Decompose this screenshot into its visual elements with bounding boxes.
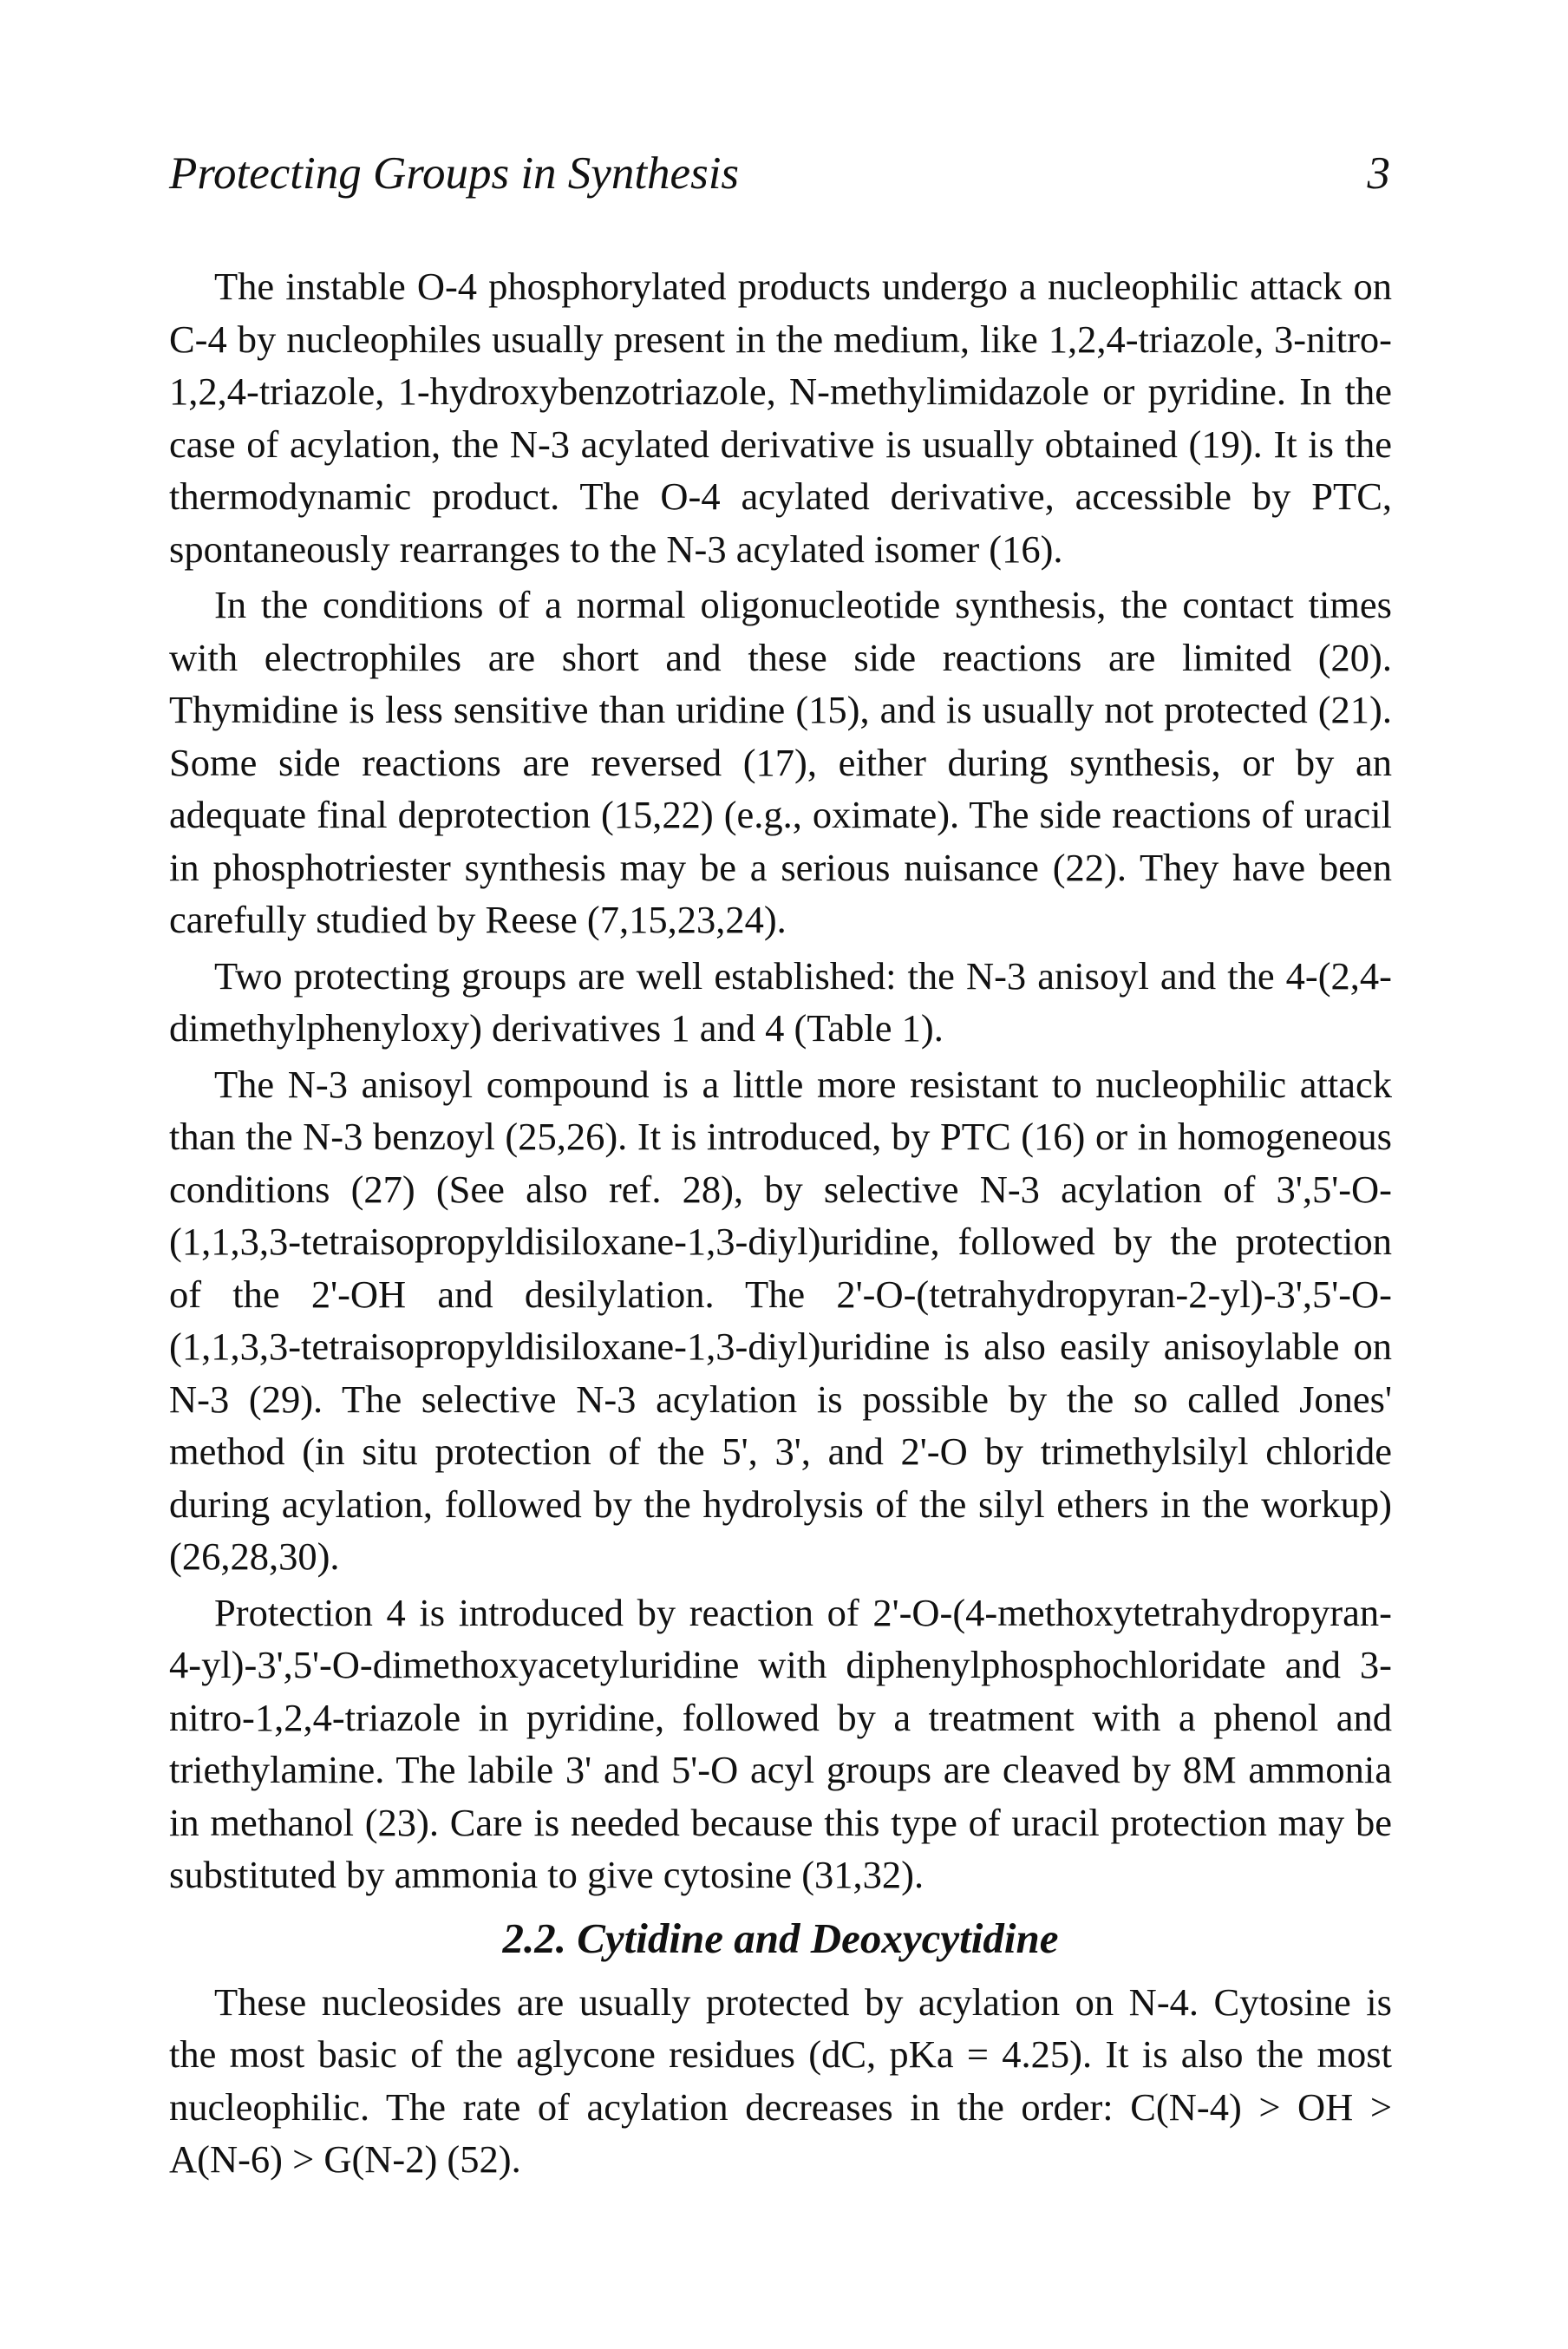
running-header bbox=[169, 147, 1390, 200]
paragraph-protection-4: Protection 4 is introduced by reaction of 2'-O-(4-methoxytetrahydropyran-4-yl)-3',5'-O-dimethoxyacetyluridine with diphenylphosphochloridate and 3-nitro-1,2,4-triazole in pyridine, followed by a treatment with a phenol and triethylamine. The labile 3' and 5'-O acyl groups are cleaved by 8M ammonia in methanol (23). Care is needed because this type of uracil protection may be substituted by ammonia to give cytosine (31,32). bbox=[169, 1590, 1392, 1896]
page-number: 3 bbox=[1367, 148, 1390, 199]
paragraph-side-reactions: In the conditions of a normal oligonucleotide synthesis, the contact times with electrophiles are short and these side reactions are limited (20). Thymidine is less sensitive than uridine (15), and is usually not protected (21). Some side reactions are reversed (17), either during synthesis, or by an adequate final deprotection (15,22) (e.g., oximate). The side reactions of uracil in phosphotriester synthesis may be a serious nuisance (22). They have been carefully studied by Reese (7,15,23,24). bbox=[169, 583, 1392, 941]
body-text bbox=[169, 260, 1392, 2189]
paragraph-protecting-groups: Two protecting groups are well established: the N-3 anisoyl and the 4-(2,4-dimethylphenyloxy) derivatives 1 and 4 (Table 1). bbox=[169, 953, 1392, 1050]
section-heading: 2.2. Cytidine and Deoxycytidine bbox=[502, 1914, 1059, 1962]
running-title: Protecting Groups in Synthesis bbox=[169, 148, 740, 199]
paragraph-o4-phosphorylated: The instable O-4 phosphorylated products undergo a nucleophilic attack on C-4 by nucleophiles usually present in the medium, like 1,2,4-triazole, 3-nitro-1,2,4-triazole, 1-hydroxybenzotriazole, N-methylimidazole or pyridine. In the case of acylation, the N-3 acylated derivative is usually obtained (19). It is the thermodynamic product. The O-4 acylated derivative, accessible by PTC, spontaneously rearranges to the N-3 acylated isomer (16). bbox=[169, 265, 1392, 571]
paragraph-cytidine: These nucleosides are usually protected by acylation on N-4. Cytosine is the most basic of the aglycone residues (dC, pKa = 4.25). It is also the most nucleophilic. The rate of acylation decreases in the order: C(N-4) > OH > A(N-6) > G(N-2) (52). bbox=[169, 1979, 1392, 2181]
paragraph-anisoyl: The N-3 anisoyl compound is a little more resistant to nucleophilic attack than the N-3 benzoyl (25,26). It is introduced, by PTC (16) or in homogeneous conditions (27) (See also ref. 28), by selective N-3 acylation of 3',5'-O-(1,1,3,3-tetraisopropyldisiloxane-1,3-diyl)uridine, followed by the protection of the 2'-OH and desilylation. The 2'-O-(tetrahydropyran-2-yl)-3',5'-O-(1,1,3,3-tetraisopropyldisiloxane-1,3-diyl)uridine is also easily anisoylable on N-3 (29). The selective N-3 acylation is possible by the so called Jones' method (in situ protection of the 5', 3', and 2'-O by trimethylsilyl chloride during acylation, followed by the hydrolysis of the silyl ethers in the workup) (26,28,30). bbox=[169, 1062, 1392, 1578]
